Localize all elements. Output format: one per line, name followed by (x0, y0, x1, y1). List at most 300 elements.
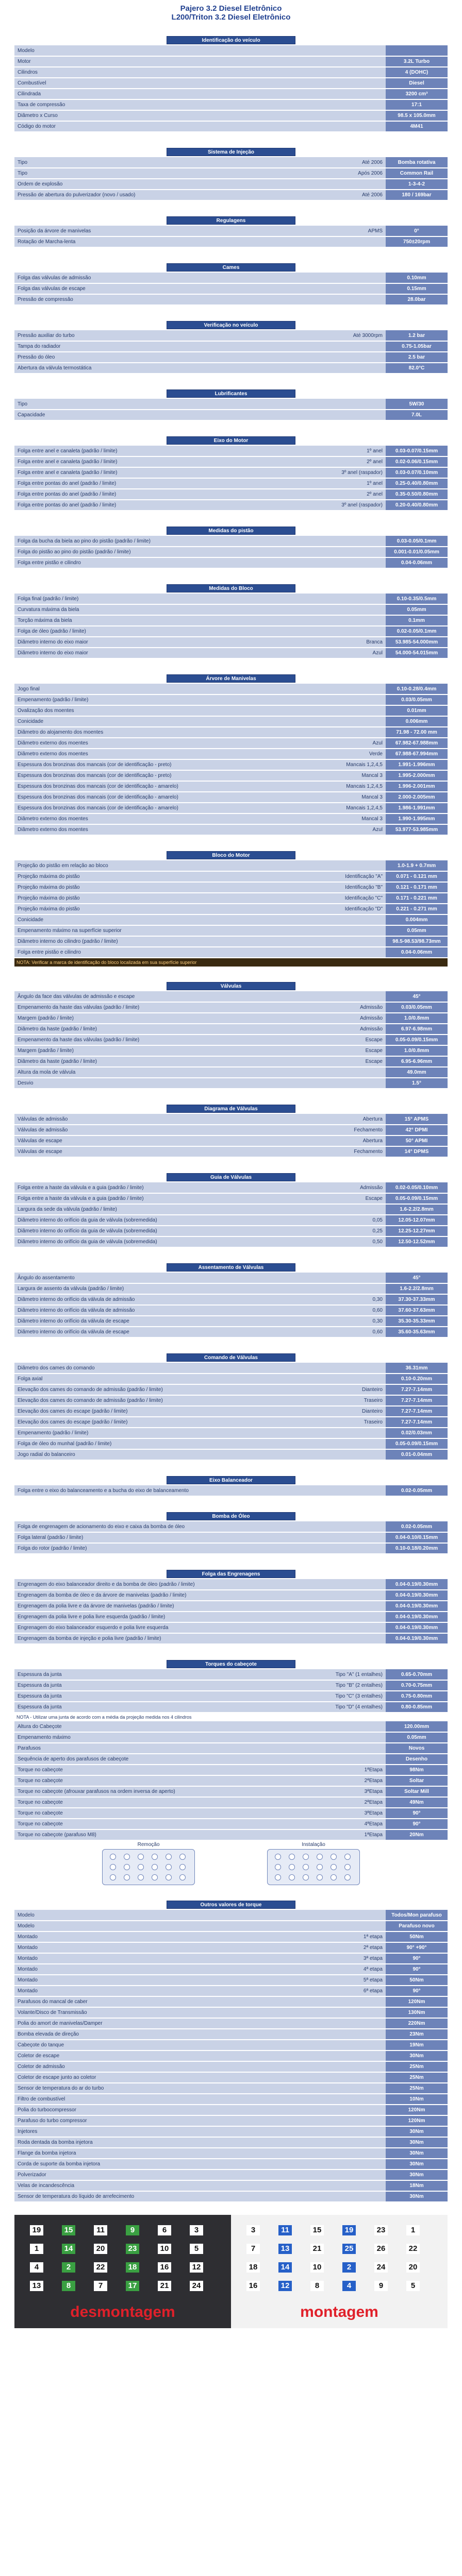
table-row (14, 759, 448, 770)
spec-value: 3.2L Turbo (386, 56, 448, 67)
spec-label: Cabeçote do tanque (14, 2040, 324, 2050)
spec-condition (324, 1921, 386, 1931)
table-row (14, 1182, 448, 1193)
spec-condition: 4ªEtapa (324, 1819, 386, 1829)
cylinder-head-outline (102, 1849, 195, 1885)
spec-section (14, 527, 448, 569)
spec-label: Engrenagem da bomba de injeção e polia livre (padrão / limite) (14, 1633, 324, 1644)
spec-condition (324, 2029, 386, 2040)
spec-condition: 0,50 (324, 1236, 386, 1247)
table-row (14, 1579, 448, 1590)
spec-label: Modelo (14, 1921, 324, 1931)
spec-label: Válvulas de escape (14, 1136, 324, 1146)
bolt-hole-icon (303, 1864, 309, 1870)
bolt-number: 12 (278, 2281, 292, 2291)
spec-label: Montado (14, 1942, 324, 1953)
spec-condition (324, 236, 386, 247)
spec-section (14, 1105, 448, 1158)
spec-value: 0.171 - 0.221 mm (386, 893, 448, 904)
spec-condition (324, 1428, 386, 1438)
spec-condition (324, 1633, 386, 1644)
spec-value: 30Nm (386, 2126, 448, 2137)
table-row (14, 684, 448, 694)
spec-condition: Admissão (324, 1013, 386, 1024)
spec-label: Espessura dos bronzinas dos mancais (cor de identificação - amarelo) (14, 803, 324, 814)
spec-label: Conicidade (14, 716, 324, 727)
spec-label: Diâmetro interno do cilindro (padrão / limite) (14, 936, 324, 947)
table-row (14, 1002, 448, 1013)
bolt-number: 11 (94, 2225, 107, 2235)
spec-label: Engrenagem da bomba de óleo e da árvore de manivelas (padrão / limite) (14, 1590, 324, 1601)
table-row (14, 1013, 448, 1024)
table-row (14, 1797, 448, 1808)
spec-condition (324, 2148, 386, 2159)
table-row (14, 168, 448, 179)
spec-label: Jogo radial do balanceiro (14, 1449, 324, 1460)
spec-condition (324, 2170, 386, 2180)
spec-label: Diâmetro da haste (padrão / limite) (14, 1056, 324, 1067)
spec-value: 0.10-0.35/0.5mm (386, 594, 448, 604)
table-row (14, 2170, 448, 2180)
spec-condition (324, 78, 386, 89)
spec-condition (324, 1721, 386, 1732)
spec-label: Torque no cabeçote (afrouxar parafusos na ordem inversa de aperto) (14, 1786, 324, 1797)
spec-label: Torque no cabeçote (14, 1775, 324, 1786)
spec-label: Folga das válvulas de escape (14, 283, 324, 294)
table-row (14, 2105, 448, 2115)
spec-condition (324, 1754, 386, 1765)
spec-condition: Até 2006 (324, 190, 386, 200)
spec-condition: Escape (324, 1193, 386, 1204)
spec-condition (324, 56, 386, 67)
spec-condition (324, 2159, 386, 2170)
spec-label: Corda de suporte da bomba injetora (14, 2159, 324, 2170)
spec-value: 50Nm (386, 1975, 448, 1986)
spec-label: Espessura da junta (14, 1680, 324, 1691)
table-row (14, 1417, 448, 1428)
spec-value: 0.02-0.06/0.15mm (386, 456, 448, 467)
spec-value: 0.05mm (386, 925, 448, 936)
table-row (14, 1590, 448, 1601)
spec-condition (324, 1732, 386, 1743)
spec-value: 0.10-0.20mm (386, 1374, 448, 1384)
spec-value: 30Nm (386, 2050, 448, 2061)
spec-value: 37.30-37.33mm (386, 1294, 448, 1305)
spec-condition (324, 1449, 386, 1460)
bolt-sequence-diagrams (97, 1842, 365, 1885)
spec-label: Montado (14, 1964, 324, 1975)
spec-condition (324, 341, 386, 352)
table-row (14, 792, 448, 803)
spec-condition: Identificação "A" (324, 871, 386, 882)
spec-value: 71.98 - 72.00 mm (386, 727, 448, 738)
bolt-hole-icon (166, 1874, 172, 1880)
spec-value: 2.5 bar (386, 352, 448, 363)
table-row (14, 456, 448, 467)
cylinder-head-outline (267, 1849, 360, 1885)
spec-condition (324, 2094, 386, 2105)
spec-table (14, 594, 448, 659)
spec-condition: Traseiro (324, 1395, 386, 1406)
table-row (14, 1732, 448, 1743)
spec-condition (324, 2050, 386, 2061)
spec-label: Cilindrada (14, 89, 324, 99)
bolt-number: 21 (158, 2281, 171, 2291)
spec-value: 28.0bar (386, 294, 448, 305)
spec-value: 1.0-1.9 + 0.7mm (386, 860, 448, 871)
spec-condition (324, 2180, 386, 2191)
spec-value: 120Nm (386, 2105, 448, 2115)
spec-label: Folga de óleo (padrão / limite) (14, 626, 324, 637)
bolt-number: 20 (94, 2244, 107, 2254)
table-row (14, 121, 448, 132)
table-row (14, 2115, 448, 2126)
spec-value: 7.27-7.14mm (386, 1395, 448, 1406)
table-row (14, 1136, 448, 1146)
spec-label: Tipo (14, 399, 324, 410)
spec-label: Ângulo da face das válvulas de admissão e escape (14, 991, 324, 1002)
spec-condition (324, 410, 386, 420)
section-title: Válvulas (167, 982, 295, 990)
spec-value: 1.986-1.991mm (386, 803, 448, 814)
table-row (14, 1543, 448, 1554)
table-row (14, 925, 448, 936)
spec-label: Folga entre pistão e cilindro (14, 947, 324, 958)
table-row (14, 2018, 448, 2029)
spec-label: Polia do amort de manivelas/Damper (14, 2018, 324, 2029)
spec-section (14, 584, 448, 659)
spec-value: Bomba rotativa (386, 157, 448, 168)
spec-value: 0.05mm (386, 604, 448, 615)
spec-section (14, 263, 448, 306)
spec-condition: 0,30 (324, 1294, 386, 1305)
spec-value: 0.1mm (386, 615, 448, 626)
spec-label: Combustível (14, 78, 324, 89)
spec-condition (324, 121, 386, 132)
spec-label: Bomba elevada de direção (14, 2029, 324, 2040)
spec-label: Projeção máxima do pistão (14, 893, 324, 904)
spec-value: 35.60-35.63mm (386, 1327, 448, 1337)
section-title: Torques do cabeçote (167, 1660, 295, 1668)
section-title: Comando de Válvulas (167, 1353, 295, 1362)
spec-sections (0, 36, 462, 2202)
spec-condition: 2º anel (324, 489, 386, 500)
spec-condition: Tipo "D" (4 entalhes) (324, 1702, 386, 1713)
spec-label: Sensor de temperatura do líquido de arrefecimento (14, 2191, 324, 2202)
table-row (14, 824, 448, 835)
spec-value: 98.5 x 105.0mm (386, 110, 448, 121)
section-title: Bloco do Motor (167, 851, 295, 859)
spec-condition (324, 89, 386, 99)
table-row (14, 1056, 448, 1067)
spec-label: Pressão do óleo (14, 352, 324, 363)
spec-label: Diâmetro da haste (padrão / limite) (14, 1024, 324, 1035)
spec-label: Folga lateral (padrão / limite) (14, 1532, 324, 1543)
bolt-hole-icon (166, 1854, 172, 1860)
spec-table (14, 45, 448, 132)
spec-value: 49Nm (386, 1797, 448, 1808)
spec-label: Roda dentada da bomba injetora (14, 2137, 324, 2148)
spec-value: 0.04-0.19/0.30mm (386, 1579, 448, 1590)
bolt-hole-icon (138, 1874, 144, 1880)
spec-label: Válvulas de admissão (14, 1114, 324, 1125)
table-row (14, 89, 448, 99)
spec-label: Diâmetro externo dos moentes (14, 749, 324, 759)
spec-condition: Azul (324, 738, 386, 749)
section-title: Regulagens (167, 216, 295, 225)
table-row (14, 1283, 448, 1294)
spec-value: 120.00mm (386, 1721, 448, 1732)
spec-condition (324, 594, 386, 604)
spec-label: Espessura dos bronzinas dos mancais (cor de identificação - preto) (14, 759, 324, 770)
table-row (14, 1428, 448, 1438)
spec-label: Folga da bucha da biela ao pino do pistão (padrão / limite) (14, 536, 324, 547)
spec-condition: 1º anel (324, 478, 386, 489)
spec-value: 120Nm (386, 2115, 448, 2126)
spec-section (14, 1512, 448, 1554)
spec-value: 1.990-1.995mm (386, 814, 448, 824)
table-row (14, 2159, 448, 2170)
table-row (14, 1680, 448, 1691)
photo-row (14, 2215, 448, 2328)
spec-value: 67.988-67.994mm (386, 749, 448, 759)
bolt-number: 5 (406, 2281, 420, 2291)
bolt-number: 16 (158, 2262, 171, 2273)
table-row (14, 78, 448, 89)
spec-table (14, 446, 448, 511)
spec-value: 2.000-2.005mm (386, 792, 448, 803)
table-row (14, 882, 448, 893)
table-row (14, 1395, 448, 1406)
spec-value: 30Nm (386, 2170, 448, 2180)
spec-section (14, 1570, 448, 1645)
table-row (14, 1953, 448, 1964)
bolt-hole-icon (303, 1874, 309, 1880)
spec-table (14, 1485, 448, 1497)
spec-table (14, 330, 448, 374)
spec-condition: 0,60 (324, 1327, 386, 1337)
spec-section (14, 1263, 448, 1338)
spec-condition (324, 2137, 386, 2148)
spec-condition (324, 1579, 386, 1590)
spec-label: Folga entre anel e canaleta (padrão / limite) (14, 456, 324, 467)
spec-value: 5W/30 (386, 399, 448, 410)
table-row (14, 705, 448, 716)
bolt-hole-icon (344, 1864, 351, 1870)
spec-value: Desenho (386, 1754, 448, 1765)
spec-value: 30Nm (386, 2137, 448, 2148)
spec-condition (324, 557, 386, 568)
table-row (14, 1125, 448, 1136)
page-title: Pajero 3.2 Diesel Eletrônico (180, 4, 282, 13)
spec-label: Largura da sede da válvula (padrão / limite) (14, 1204, 324, 1215)
spec-table (14, 226, 448, 248)
bolt-number: 23 (374, 2225, 388, 2235)
spec-table (14, 1114, 448, 1158)
spec-condition (324, 860, 386, 871)
spec-label: Diâmetro interno do orifício da válvula de admissão (14, 1294, 324, 1305)
spec-value: 750±20rpm (386, 236, 448, 247)
spec-label: Válvulas de admissão (14, 1125, 324, 1136)
spec-value: 36.31mm (386, 1363, 448, 1374)
bolt-number: 8 (310, 2281, 324, 2291)
bolt-number: 17 (126, 2281, 139, 2291)
spec-value: 0.001-0.01/0.05mm (386, 547, 448, 557)
spec-condition (324, 684, 386, 694)
bolt-number: 7 (94, 2281, 107, 2291)
bolt-hole-icon (317, 1854, 323, 1860)
table-row (14, 489, 448, 500)
table-row (14, 1146, 448, 1157)
table-row (14, 478, 448, 489)
spec-label: Altura da mola de válvula (14, 1067, 324, 1078)
table-row (14, 871, 448, 882)
bolt-number: 20 (406, 2262, 420, 2273)
spec-value: 82.0°C (386, 363, 448, 374)
section-title: Identificação do veículo (167, 36, 295, 44)
table-row (14, 914, 448, 925)
spec-condition (324, 2061, 386, 2072)
spec-label: Injetores (14, 2126, 324, 2137)
spec-label: Volante/Disco de Transmissão (14, 2007, 324, 2018)
spec-value: 4M41 (386, 121, 448, 132)
spec-condition: 1º anel (324, 446, 386, 456)
spec-value: 3200 cm³ (386, 89, 448, 99)
bolt-hole-icon (331, 1864, 337, 1870)
spec-label: Empenamento da haste das válvulas (padrão / limite) (14, 1035, 324, 1045)
spec-condition: 2º anel (324, 456, 386, 467)
spec-label: Torque no cabeçote (14, 1765, 324, 1775)
spec-condition: Escape (324, 1035, 386, 1045)
bolt-number: 21 (310, 2244, 324, 2254)
spec-label: Elevação dos cames do comando de admissão (padrão / limite) (14, 1384, 324, 1395)
table-row (14, 273, 448, 283)
spec-value: 42° DPMI (386, 1125, 448, 1136)
bolt-number: 24 (190, 2281, 203, 2291)
spec-section (14, 1173, 448, 1248)
bolt-hole-icon (179, 1854, 186, 1860)
table-row (14, 341, 448, 352)
spec-label: Diâmetro interno do eixo maior (14, 648, 324, 658)
spec-value: 90° (386, 1808, 448, 1819)
spec-condition: 2ªEtapa (324, 1775, 386, 1786)
spec-condition (324, 1590, 386, 1601)
spec-value: 0.03-0.07/0.15mm (386, 446, 448, 456)
spec-label: Diâmetro externo dos moentes (14, 824, 324, 835)
spec-value (386, 45, 448, 56)
spec-label: Coletor de escape (14, 2050, 324, 2061)
spec-label: Jogo final (14, 684, 324, 694)
spec-condition (324, 1078, 386, 1089)
spec-value: 0.10mm (386, 273, 448, 283)
spec-condition (324, 626, 386, 637)
spec-section (14, 1660, 448, 1885)
spec-value: 0.75-0.80mm (386, 1691, 448, 1702)
table-row (14, 1305, 448, 1316)
table-row (14, 1622, 448, 1633)
table-row (14, 467, 448, 478)
table-row (14, 860, 448, 871)
spec-value: 1.0/0.8mm (386, 1013, 448, 1024)
spec-value: 0.04-0.19/0.30mm (386, 1612, 448, 1622)
spec-label: Folga entre anel e canaleta (padrão / limite) (14, 467, 324, 478)
table-row (14, 1765, 448, 1775)
spec-value: 0.05-0.09/0.15mm (386, 1035, 448, 1045)
bolt-number: 5 (190, 2244, 203, 2254)
spec-value: 0.04-0.19/0.30mm (386, 1633, 448, 1644)
table-row (14, 1521, 448, 1532)
spec-label: Desvio (14, 1078, 324, 1089)
spec-condition: Identificação "C" (324, 893, 386, 904)
spec-value: 0.04-0.19/0.30mm (386, 1622, 448, 1633)
bolt-number: 11 (278, 2225, 292, 2235)
table-row (14, 991, 448, 1002)
table-row (14, 904, 448, 914)
spec-condition (324, 1204, 386, 1215)
spec-condition (324, 914, 386, 925)
spec-condition: Após 2006 (324, 168, 386, 179)
bolt-number: 2 (62, 2262, 75, 2273)
bolt-hole-icon (152, 1874, 158, 1880)
bolt-number: 22 (406, 2244, 420, 2254)
spec-value: 6.95-6.96mm (386, 1056, 448, 1067)
bolt-number: 10 (310, 2262, 324, 2273)
spec-condition: Dianteiro (324, 1406, 386, 1417)
bolt-number: 9 (374, 2281, 388, 2291)
spec-condition: 3ªEtapa (324, 1786, 386, 1797)
spec-condition: Tipo "C" (3 entalhes) (324, 1691, 386, 1702)
table-row (14, 1975, 448, 1986)
table-row (14, 781, 448, 792)
table-row (14, 99, 448, 110)
table-row (14, 947, 448, 958)
spec-label: Sensor de temperatura do ar do turbo (14, 2083, 324, 2094)
spec-label: Engrenagem do eixo balanceador esquerdo e polia livre esquerda (14, 1622, 324, 1633)
spec-value: 67.982-67.988mm (386, 738, 448, 749)
spec-label: Diâmetro externo dos moentes (14, 738, 324, 749)
spec-label: Coletor de admissão (14, 2061, 324, 2072)
spec-condition: 6ª etapa (324, 1986, 386, 1996)
table-row (14, 283, 448, 294)
table-row (14, 749, 448, 759)
spec-value: 35.30-35.33mm (386, 1316, 448, 1327)
spec-condition (324, 363, 386, 374)
bolt-number: 19 (30, 2225, 43, 2235)
spec-value: 0.02-0.05mm (386, 1521, 448, 1532)
spec-table (14, 1910, 448, 2202)
spec-value: 1.996-2.001mm (386, 781, 448, 792)
spec-label: Empenamento da haste das válvulas (padrão / limite) (14, 1002, 324, 1013)
table-row (14, 226, 448, 236)
spec-value: 0.01mm (386, 705, 448, 716)
bolt-number: 12 (190, 2262, 203, 2273)
spec-value: 19Nm (386, 2040, 448, 2050)
spec-condition: Mancais 1,2,4,5 (324, 759, 386, 770)
spec-label: Ovalização dos moentes (14, 705, 324, 716)
spec-value: 12.25-12.27mm (386, 1226, 448, 1236)
spec-condition (324, 925, 386, 936)
spec-value: 1.6-2.2/2.8mm (386, 1283, 448, 1294)
spec-value: 90° (386, 1953, 448, 1964)
spec-label: Flange da bomba injetora (14, 2148, 324, 2159)
table-row (14, 557, 448, 568)
spec-condition: Admissão (324, 1182, 386, 1193)
section-title: Medidas do pistão (167, 527, 295, 535)
spec-label: Espessura dos bronzinas dos mancais (cor de identificação - amarelo) (14, 781, 324, 792)
spec-label: Folga entre anel e canaleta (padrão / limite) (14, 446, 324, 456)
spec-condition: 5ª etapa (324, 1975, 386, 1986)
table-row (14, 1236, 448, 1247)
